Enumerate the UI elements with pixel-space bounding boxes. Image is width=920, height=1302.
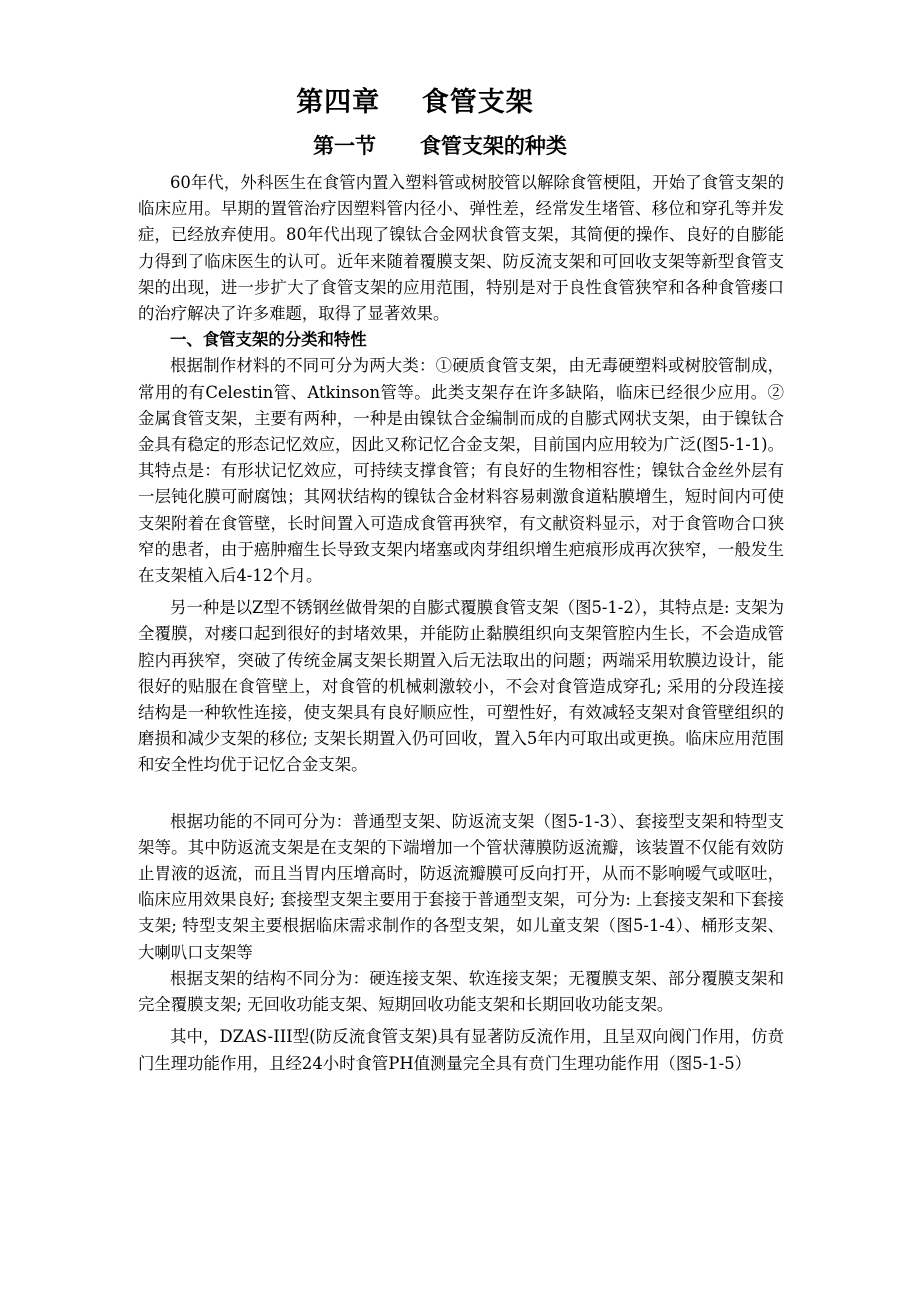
- paragraph-dzas-stent: 其中，DZAS-III型(防反流食管支架)具有显著防反流作用，且呈双向阀门作用，仿贲门生理功能作用，且经24小时食管PH值测量完全具有贲门生理功能作用（图5-1-5）: [138, 1027, 784, 1073]
- subheading-classification: 一、食管支架的分类和特性: [170, 330, 367, 350]
- paragraph-intro: 60年代，外科医生在食管内置入塑料管或树胶管以解除食管梗阻，开始了食管支架的临床应用。早期的置管治疗因塑料管内径小、弹性差，经常发生堵管、移位和穿孔等并发症，已经放弃使用。80年代出现了镍钛合金网状食管支架，其简便的操作、良好的自膨能力得到了临床医生的认可。近年来随着覆膜支架、防反流支架和可回收支架等新型食管支架的出现，进一步扩大了食管支架的应用范围，特别是对于良性食管狭窄和各种食管瘘口的治疗解决了许多难题，取得了显著效果。: [138, 173, 784, 324]
- paragraph-covered-stent: 另一种是以Z型不锈钢丝做骨架的自膨式覆膜食管支架（图5-1-2），其特点是: 支架为全覆膜，对瘘口起到很好的封堵效果，并能防止黏膜组织向支架管腔内生长，不会造成管腔内再狭窄，突破了传统金属支架长期置入后无法取出的问题；两端采用软膜边设计，能很好的贴服在食管壁上，对食管的机械刺激较小，不会对食管造成穿孔; 采用的分段连接结构是一种软性连接，使支架具有良好顺应性，可塑性好，有效减轻支架对食管壁组织的磨损和减少支架的移位; 支架长期置入仍可回收，置入5年内可取出或更换。临床应用范围和安全性均优于记忆合金支架。: [138, 598, 784, 775]
- paragraph-function-classification: 根据功能的不同可分为：普通型支架、防返流支架（图5-1-3）、套接型支架和特型支架等。其中防返流支架是在支架的下端增加一个管状薄膜防返流瓣，该装置不仅能有效防止胃液的返流，而且当胃内压增高时，防返流瓣膜可反向打开，从而不影响嗳气或呕吐，临床应用效果良好; 套接型支架主要用于套接于普通型支架，可分为: 上套接支架和下套接支架; 特型支架主要根据临床需求制作的各型支架，如儿童支架（图5-1-4）、桶形支架、大喇叭口支架等: [138, 811, 784, 962]
- chapter-title: 第四章 食管支架: [296, 87, 534, 118]
- section-title: 第一节 食管支架的种类: [313, 134, 567, 158]
- paragraph-structure-classification: 根据支架的结构不同分为：硬连接支架、软连接支架；无覆膜支架、部分覆膜支架和完全覆膜支架; 无回收功能支架、短期回收功能支架和长期回收功能支架。: [138, 968, 784, 1015]
- paragraph-spacer: [138, 779, 784, 809]
- document-body: [138, 170, 784, 1077]
- paragraph-material-classification: 根据制作材料的不同可分为两大类：①硬质食管支架，由无毒硬塑料或树胶管制成，常用的有Celestin管、Atkinson管等。此类支架存在许多缺陷，临床已经很少应用。②金属食管支架，主要有两种，一种是由镍钛合金编制而成的自膨式网状支架，由于镍钛合金具有稳定的形态记忆效应，因此又称记忆合金支架，目前国内应用较为广泛(图5-1-1)。其特点是：有形状记忆效应，可持续支撑食管；有良好的生物相容性；镍钛合金丝外层有一层钝化膜可耐腐蚀；其网状结构的镍钛合金材料容易刺激食道粘膜增生，短时间内可使支架附着在食管壁，长时间置入可造成食管再狭窄，有文献资料显示，对于食管吻合口狭窄的患者，由于癌肿瘤生长导致支架内堵塞或肉芽组织增生疤痕形成再次狭窄，一般发生在支架植入后4-12个月。: [138, 356, 784, 586]
